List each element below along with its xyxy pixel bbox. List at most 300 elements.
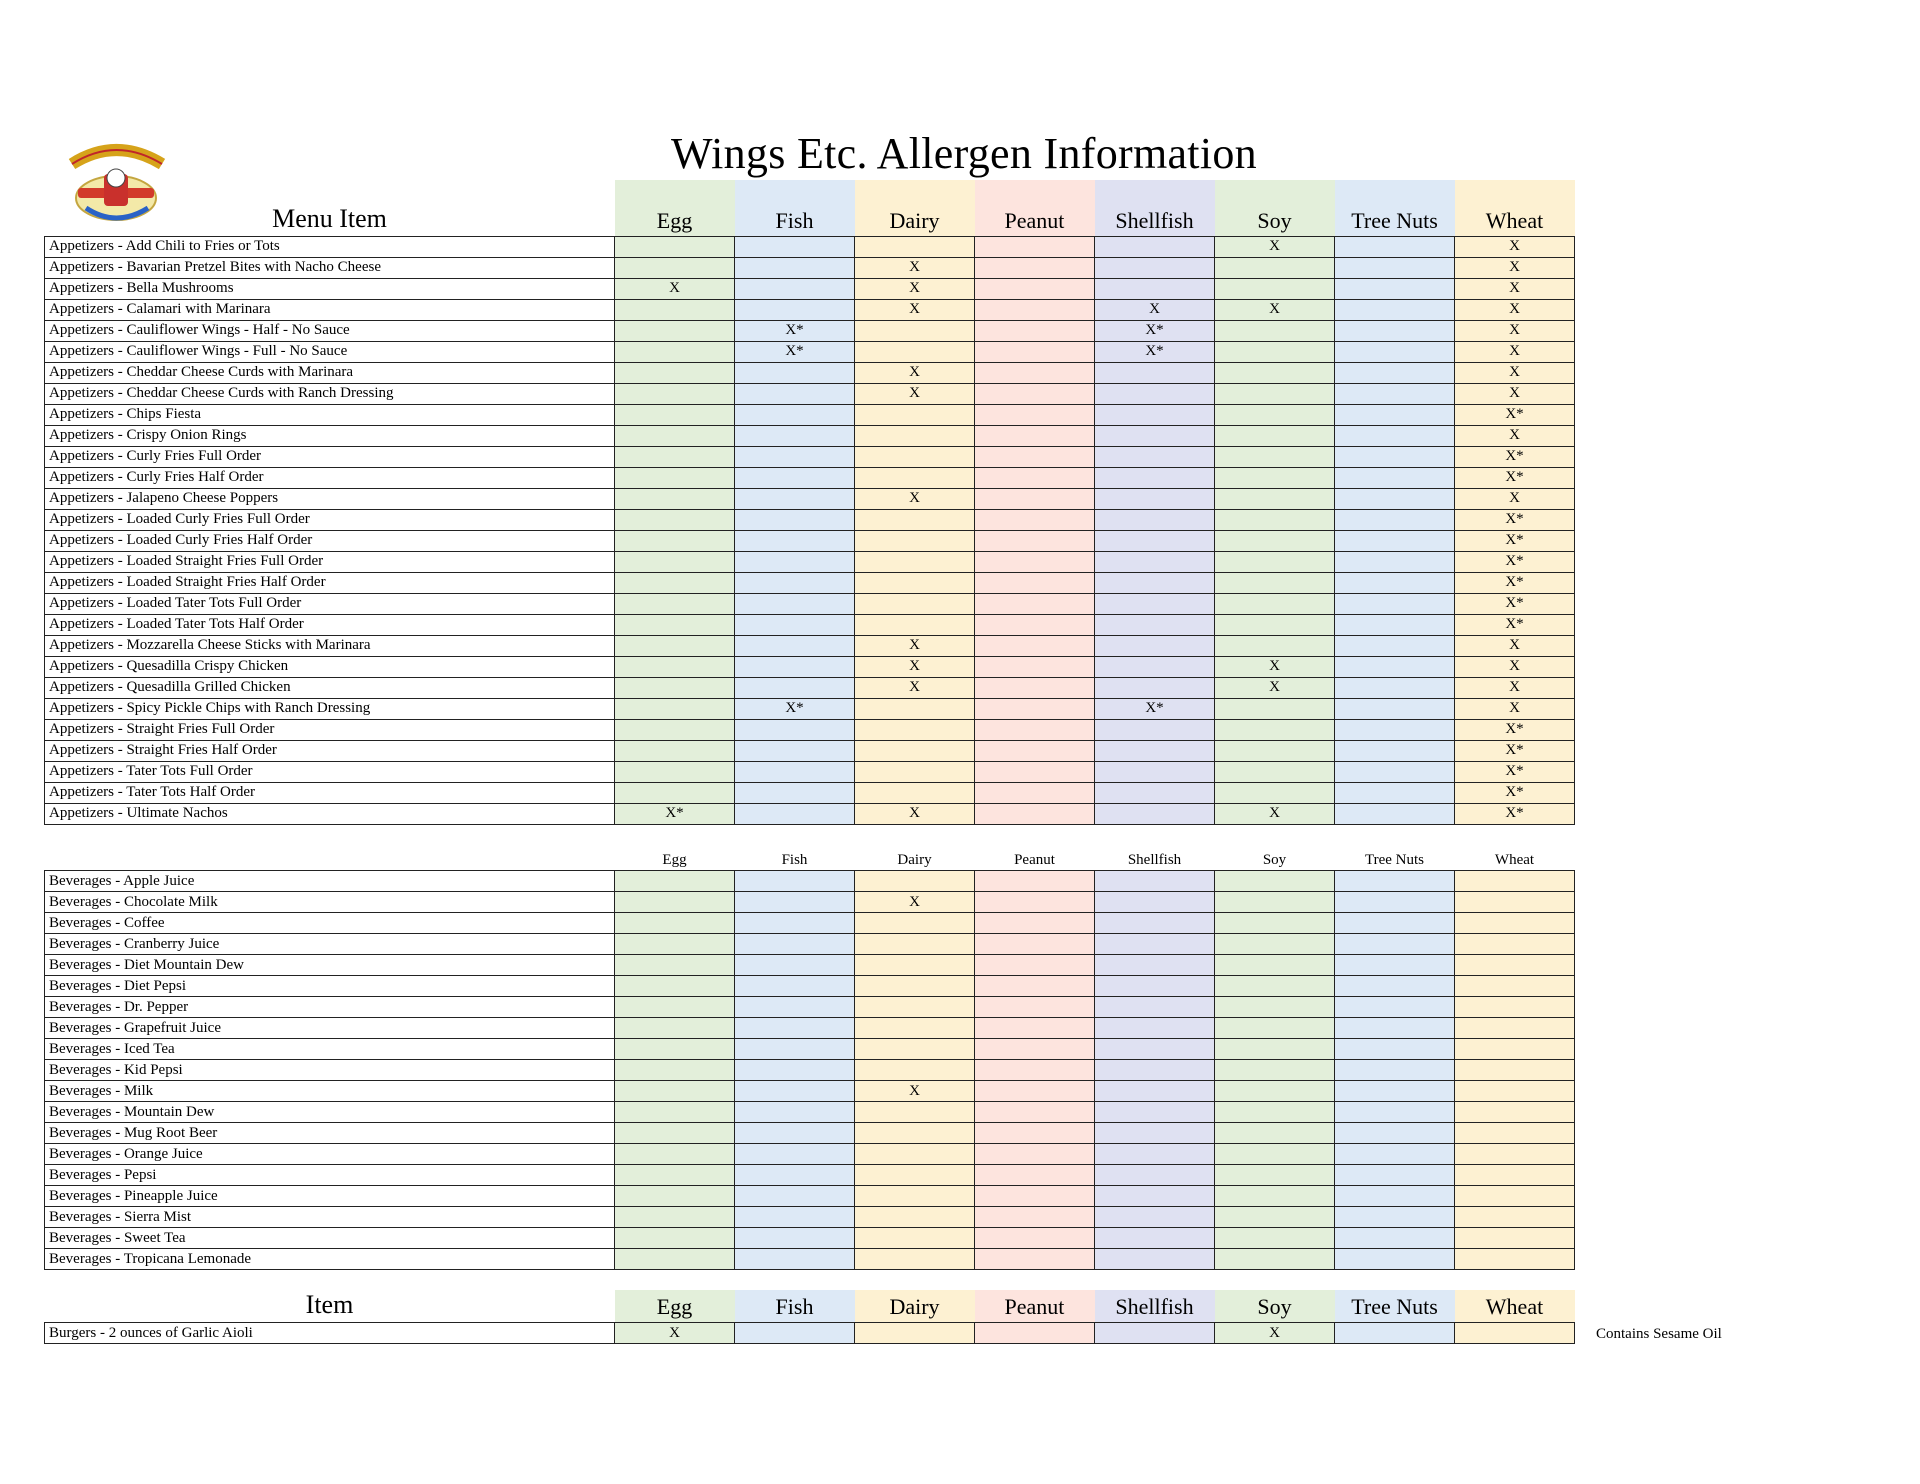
allergen-mark — [1095, 677, 1215, 698]
allergen-mark — [855, 997, 975, 1018]
allergen-mark — [735, 1018, 855, 1039]
allergen-mark — [735, 1123, 855, 1144]
allergen-mark — [1335, 257, 1455, 278]
allergen-mark — [1215, 1123, 1335, 1144]
allergen-mark: X* — [735, 341, 855, 362]
allergen-mark — [855, 761, 975, 782]
allergen-mark — [975, 1123, 1095, 1144]
allergen-mark — [1455, 1323, 1575, 1344]
allergen-mark — [1215, 1102, 1335, 1123]
allergen-mark — [615, 572, 735, 593]
allergen-mark: X — [615, 278, 735, 299]
allergen-mark — [975, 383, 1095, 404]
allergen-mark — [1455, 976, 1575, 997]
allergen-mark: X — [1455, 341, 1575, 362]
allergen-mark: X — [1455, 257, 1575, 278]
allergen-mark — [855, 425, 975, 446]
table-row — [45, 782, 1575, 803]
allergen-mark — [1335, 278, 1455, 299]
allergen-mark — [1335, 871, 1455, 892]
allergen-mark — [1215, 341, 1335, 362]
allergen-mark — [1215, 446, 1335, 467]
allergen-header-egg: Egg — [615, 180, 735, 236]
menu-item-name: Appetizers - Loaded Tater Tots Half Order — [45, 614, 615, 635]
allergen-mark — [1095, 362, 1215, 383]
menu-item-name: Beverages - Sweet Tea — [45, 1228, 615, 1249]
allergen-header-soy: Soy — [1262, 852, 1287, 868]
allergen-mark — [1095, 488, 1215, 509]
allergen-mark — [855, 1323, 975, 1344]
allergen-mark — [615, 257, 735, 278]
allergen-mark — [615, 698, 735, 719]
allergen-mark — [615, 871, 735, 892]
allergen-mark — [1455, 1249, 1575, 1270]
allergen-mark — [1215, 320, 1335, 341]
allergen-mark — [1335, 446, 1455, 467]
allergen-mark — [735, 892, 855, 913]
allergen-mark — [735, 236, 855, 257]
allergen-mark — [615, 740, 735, 761]
allergen-mark — [1455, 1060, 1575, 1081]
allergen-mark: X — [855, 656, 975, 677]
allergen-mark — [1335, 362, 1455, 383]
allergen-mark — [1095, 997, 1215, 1018]
allergen-mark — [1215, 1060, 1335, 1081]
appetizers-table — [44, 180, 1575, 825]
menu-item-name: Appetizers - Loaded Tater Tots Full Order — [45, 593, 615, 614]
allergen-mark — [1095, 236, 1215, 257]
allergen-mark — [855, 1228, 975, 1249]
allergen-mark — [1215, 383, 1335, 404]
allergen-mark — [855, 955, 975, 976]
allergen-mark — [615, 530, 735, 551]
allergen-mark — [735, 299, 855, 320]
table-row — [45, 1018, 1575, 1039]
allergen-mark — [615, 1249, 735, 1270]
allergen-mark — [1215, 404, 1335, 425]
item-column-header: Menu Item — [272, 203, 387, 233]
table-row — [45, 934, 1575, 955]
allergen-mark — [975, 1060, 1095, 1081]
allergen-mark — [735, 656, 855, 677]
menu-item-name: Appetizers - Straight Fries Half Order — [45, 740, 615, 761]
allergen-mark — [1095, 530, 1215, 551]
allergen-mark — [1215, 1018, 1335, 1039]
allergen-mark — [1455, 955, 1575, 976]
allergen-mark — [1335, 955, 1455, 976]
allergen-mark — [975, 593, 1095, 614]
allergen-mark: X* — [1455, 614, 1575, 635]
allergen-header-dairy: Dairy — [855, 180, 975, 236]
allergen-mark — [1455, 1018, 1575, 1039]
allergen-mark — [975, 803, 1095, 824]
allergen-mark — [855, 446, 975, 467]
allergen-mark — [1215, 782, 1335, 803]
allergen-mark — [975, 997, 1095, 1018]
allergen-mark — [855, 551, 975, 572]
allergen-mark: X — [1455, 425, 1575, 446]
allergen-mark: X — [1215, 299, 1335, 320]
allergen-mark — [1455, 997, 1575, 1018]
allergen-mark — [615, 1123, 735, 1144]
allergen-mark — [975, 1081, 1095, 1102]
allergen-mark — [855, 1039, 975, 1060]
allergen-mark: X — [855, 1081, 975, 1102]
table-row — [45, 299, 1575, 320]
burgers-table — [44, 1290, 1575, 1344]
allergen-mark — [1215, 719, 1335, 740]
allergen-mark — [1335, 656, 1455, 677]
allergen-mark — [615, 782, 735, 803]
table-row — [45, 1039, 1575, 1060]
allergen-mark — [735, 934, 855, 955]
allergen-mark — [1095, 278, 1215, 299]
allergen-mark — [1095, 955, 1215, 976]
menu-item-name: Beverages - Milk — [45, 1081, 615, 1102]
allergen-mark — [1335, 913, 1455, 934]
allergen-mark — [615, 1144, 735, 1165]
allergen-mark — [975, 530, 1095, 551]
allergen-mark — [1215, 1039, 1335, 1060]
allergen-mark — [1215, 1228, 1335, 1249]
allergen-mark: X* — [1455, 782, 1575, 803]
allergen-mark — [735, 1207, 855, 1228]
allergen-mark — [1335, 761, 1455, 782]
allergen-mark: X — [1455, 698, 1575, 719]
allergen-mark: X* — [1455, 551, 1575, 572]
allergen-mark — [1095, 719, 1215, 740]
table-row — [45, 1060, 1575, 1081]
allergen-mark: X* — [1455, 803, 1575, 824]
menu-item-name: Beverages - Diet Mountain Dew — [45, 955, 615, 976]
item-column-header — [45, 850, 615, 871]
allergen-mark — [1335, 425, 1455, 446]
table-row — [45, 1144, 1575, 1165]
header-row — [45, 180, 1575, 236]
table-row — [45, 677, 1575, 698]
menu-item-name: Beverages - Dr. Pepper — [45, 997, 615, 1018]
menu-item-name: Appetizers - Tater Tots Full Order — [45, 761, 615, 782]
allergen-mark — [615, 509, 735, 530]
allergen-mark — [1455, 1228, 1575, 1249]
menu-item-name: Appetizers - Curly Fries Full Order — [45, 446, 615, 467]
menu-item-name: Beverages - Tropicana Lemonade — [45, 1249, 615, 1270]
allergen-mark — [1335, 320, 1455, 341]
allergen-mark — [975, 257, 1095, 278]
allergen-mark — [975, 1228, 1095, 1249]
table-row — [45, 488, 1575, 509]
allergen-mark — [975, 467, 1095, 488]
allergen-mark — [615, 1102, 735, 1123]
allergen-mark — [1215, 278, 1335, 299]
allergen-mark: X — [1215, 803, 1335, 824]
beverages-table — [44, 850, 1575, 1270]
table-row — [45, 656, 1575, 677]
allergen-mark — [975, 320, 1095, 341]
allergen-mark: X — [855, 488, 975, 509]
allergen-header-fish: Fish — [735, 1290, 855, 1323]
menu-item-name: Appetizers - Add Chili to Fries or Tots — [45, 236, 615, 257]
allergen-mark — [975, 446, 1095, 467]
allergen-mark — [975, 614, 1095, 635]
allergen-mark — [615, 719, 735, 740]
allergen-mark — [615, 1081, 735, 1102]
allergen-mark — [1335, 782, 1455, 803]
allergen-mark: X — [1455, 278, 1575, 299]
allergen-mark — [1215, 509, 1335, 530]
menu-item-name: Beverages - Chocolate Milk — [45, 892, 615, 913]
sesame-oil-note: Contains Sesame Oil — [1596, 1326, 1722, 1342]
allergen-mark — [1095, 782, 1215, 803]
table-row — [45, 1228, 1575, 1249]
allergen-mark: X — [1215, 1323, 1335, 1344]
menu-item-name: Appetizers - Ultimate Nachos — [45, 803, 615, 824]
allergen-mark: X* — [1455, 719, 1575, 740]
allergen-mark — [735, 1249, 855, 1270]
allergen-mark — [975, 236, 1095, 257]
table-row — [45, 467, 1575, 488]
allergen-mark: X — [1455, 383, 1575, 404]
allergen-mark — [615, 383, 735, 404]
allergen-mark — [1095, 913, 1215, 934]
table-row — [45, 955, 1575, 976]
allergen-mark: X — [1455, 635, 1575, 656]
allergen-mark — [1215, 530, 1335, 551]
allergen-mark — [855, 1060, 975, 1081]
allergen-mark — [735, 740, 855, 761]
allergen-mark — [615, 1228, 735, 1249]
allergen-mark — [735, 913, 855, 934]
allergen-header-shellfish: Shellfish — [1095, 180, 1215, 236]
allergen-mark — [975, 1323, 1095, 1344]
allergen-mark — [1335, 572, 1455, 593]
allergen-mark: X — [855, 383, 975, 404]
allergen-mark — [975, 934, 1095, 955]
allergen-header-peanut: Peanut — [975, 1290, 1095, 1323]
allergen-header-shellfish: Shellfish — [1095, 1290, 1215, 1323]
menu-item-name: Beverages - Pepsi — [45, 1165, 615, 1186]
allergen-mark — [735, 1165, 855, 1186]
allergen-mark: X* — [1455, 761, 1575, 782]
allergen-header-wheat: Wheat — [1455, 1290, 1575, 1323]
allergen-header-egg: Egg — [615, 1290, 735, 1323]
allergen-mark — [855, 614, 975, 635]
menu-item-name: Beverages - Sierra Mist — [45, 1207, 615, 1228]
menu-item-name: Appetizers - Jalapeno Cheese Poppers — [45, 488, 615, 509]
allergen-mark — [1095, 934, 1215, 955]
allergen-mark — [1215, 913, 1335, 934]
allergen-header-fish: Fish — [735, 180, 855, 236]
table-row — [45, 341, 1575, 362]
allergen-mark — [615, 1039, 735, 1060]
menu-item-name: Appetizers - Mozzarella Cheese Sticks with Marinara — [45, 635, 615, 656]
allergen-mark — [1095, 1081, 1215, 1102]
allergen-mark — [1095, 1102, 1215, 1123]
allergen-mark — [855, 1249, 975, 1270]
table-row — [45, 593, 1575, 614]
table-row — [45, 404, 1575, 425]
allergen-mark — [1335, 1081, 1455, 1102]
allergen-mark — [1455, 934, 1575, 955]
table-row — [45, 803, 1575, 824]
allergen-mark — [1335, 719, 1455, 740]
table-row — [45, 1102, 1575, 1123]
allergen-mark: X* — [1455, 404, 1575, 425]
allergen-mark — [615, 1165, 735, 1186]
allergen-mark — [975, 740, 1095, 761]
allergen-mark — [855, 467, 975, 488]
allergen-mark — [975, 278, 1095, 299]
allergen-mark — [975, 698, 1095, 719]
allergen-mark — [975, 1039, 1095, 1060]
allergen-mark — [1455, 1081, 1575, 1102]
table-row — [45, 551, 1575, 572]
allergen-mark — [735, 782, 855, 803]
allergen-mark: X* — [1095, 341, 1215, 362]
allergen-mark — [1335, 236, 1455, 257]
allergen-header-dairy: Dairy — [855, 1290, 975, 1323]
allergen-mark — [1335, 1186, 1455, 1207]
allergen-mark — [735, 1186, 855, 1207]
allergen-mark — [615, 1060, 735, 1081]
allergen-header-tree-nuts: Tree Nuts — [1335, 1290, 1455, 1323]
table-row — [45, 913, 1575, 934]
allergen-mark: X* — [1455, 530, 1575, 551]
allergen-mark — [1455, 1144, 1575, 1165]
table-row — [45, 1165, 1575, 1186]
menu-item-name: Beverages - Kid Pepsi — [45, 1060, 615, 1081]
menu-item-name: Beverages - Pineapple Juice — [45, 1186, 615, 1207]
allergen-mark — [855, 976, 975, 997]
allergen-mark — [615, 320, 735, 341]
allergen-mark — [1335, 997, 1455, 1018]
allergen-mark — [615, 1207, 735, 1228]
allergen-mark — [855, 698, 975, 719]
allergen-mark — [735, 635, 855, 656]
allergen-mark — [1335, 1102, 1455, 1123]
allergen-mark: X* — [1455, 467, 1575, 488]
allergen-mark — [735, 1102, 855, 1123]
allergen-mark: X — [1455, 488, 1575, 509]
allergen-mark — [1455, 871, 1575, 892]
table-row — [45, 698, 1575, 719]
allergen-mark — [1335, 551, 1455, 572]
allergen-mark — [1335, 698, 1455, 719]
menu-item-name: Beverages - Coffee — [45, 913, 615, 934]
allergen-mark — [855, 913, 975, 934]
allergen-mark: X* — [1095, 698, 1215, 719]
page-title: Wings Etc. Allergen Information — [671, 129, 1257, 178]
menu-item-name: Appetizers - Tater Tots Half Order — [45, 782, 615, 803]
allergen-mark — [855, 404, 975, 425]
header-row — [45, 850, 1575, 871]
allergen-mark: X* — [615, 803, 735, 824]
allergen-mark — [1095, 976, 1215, 997]
allergen-mark — [1095, 1249, 1215, 1270]
allergen-mark — [1455, 1186, 1575, 1207]
allergen-mark — [735, 1039, 855, 1060]
allergen-mark — [975, 572, 1095, 593]
allergen-mark — [1335, 593, 1455, 614]
allergen-mark — [975, 551, 1095, 572]
menu-item-name: Appetizers - Cauliflower Wings - Half - No Sauce — [45, 320, 615, 341]
allergen-mark — [1335, 404, 1455, 425]
allergen-mark: X — [855, 299, 975, 320]
allergen-mark — [975, 892, 1095, 913]
allergen-mark: X* — [1095, 320, 1215, 341]
allergen-mark — [1335, 1144, 1455, 1165]
allergen-mark — [615, 955, 735, 976]
allergen-header-peanut: Peanut — [1014, 852, 1055, 868]
allergen-mark — [615, 425, 735, 446]
allergen-mark — [855, 1144, 975, 1165]
allergen-mark — [615, 677, 735, 698]
allergen-mark — [975, 913, 1095, 934]
allergen-mark — [1215, 1207, 1335, 1228]
allergen-mark: X* — [735, 320, 855, 341]
allergen-mark — [855, 782, 975, 803]
table-row — [45, 572, 1575, 593]
allergen-mark — [735, 614, 855, 635]
allergen-mark — [975, 782, 1095, 803]
allergen-mark — [1095, 1165, 1215, 1186]
allergen-mark — [975, 635, 1095, 656]
allergen-mark — [1455, 913, 1575, 934]
allergen-mark: X — [855, 635, 975, 656]
table-row — [45, 320, 1575, 341]
allergen-mark — [615, 551, 735, 572]
allergen-mark — [1095, 1323, 1215, 1344]
allergen-mark — [1095, 803, 1215, 824]
allergen-mark — [1335, 299, 1455, 320]
table-row — [45, 740, 1575, 761]
allergen-mark — [1095, 509, 1215, 530]
allergen-mark — [1095, 446, 1215, 467]
allergen-mark — [615, 934, 735, 955]
allergen-mark — [1215, 614, 1335, 635]
table-row — [45, 236, 1575, 257]
allergen-mark — [615, 446, 735, 467]
table-row — [45, 446, 1575, 467]
allergen-mark — [975, 677, 1095, 698]
allergen-mark — [615, 488, 735, 509]
allergen-mark — [1215, 362, 1335, 383]
allergen-mark — [975, 976, 1095, 997]
allergen-mark — [1335, 530, 1455, 551]
allergen-mark — [735, 425, 855, 446]
menu-item-name: Beverages - Mountain Dew — [45, 1102, 615, 1123]
allergen-mark — [975, 404, 1095, 425]
allergen-mark — [1455, 1039, 1575, 1060]
allergen-mark — [975, 1207, 1095, 1228]
allergen-mark — [735, 1323, 855, 1344]
allergen-mark — [1095, 871, 1215, 892]
table-row — [45, 509, 1575, 530]
allergen-mark — [1215, 955, 1335, 976]
allergen-mark — [855, 871, 975, 892]
allergen-header-soy: Soy — [1215, 180, 1335, 236]
allergen-mark — [735, 551, 855, 572]
allergen-mark — [975, 1144, 1095, 1165]
table-row — [45, 257, 1575, 278]
allergen-mark — [1215, 976, 1335, 997]
allergen-mark — [1335, 740, 1455, 761]
allergen-mark — [615, 761, 735, 782]
allergen-mark — [975, 955, 1095, 976]
allergen-mark: X* — [1455, 593, 1575, 614]
allergen-mark — [615, 976, 735, 997]
allergen-mark — [975, 1186, 1095, 1207]
